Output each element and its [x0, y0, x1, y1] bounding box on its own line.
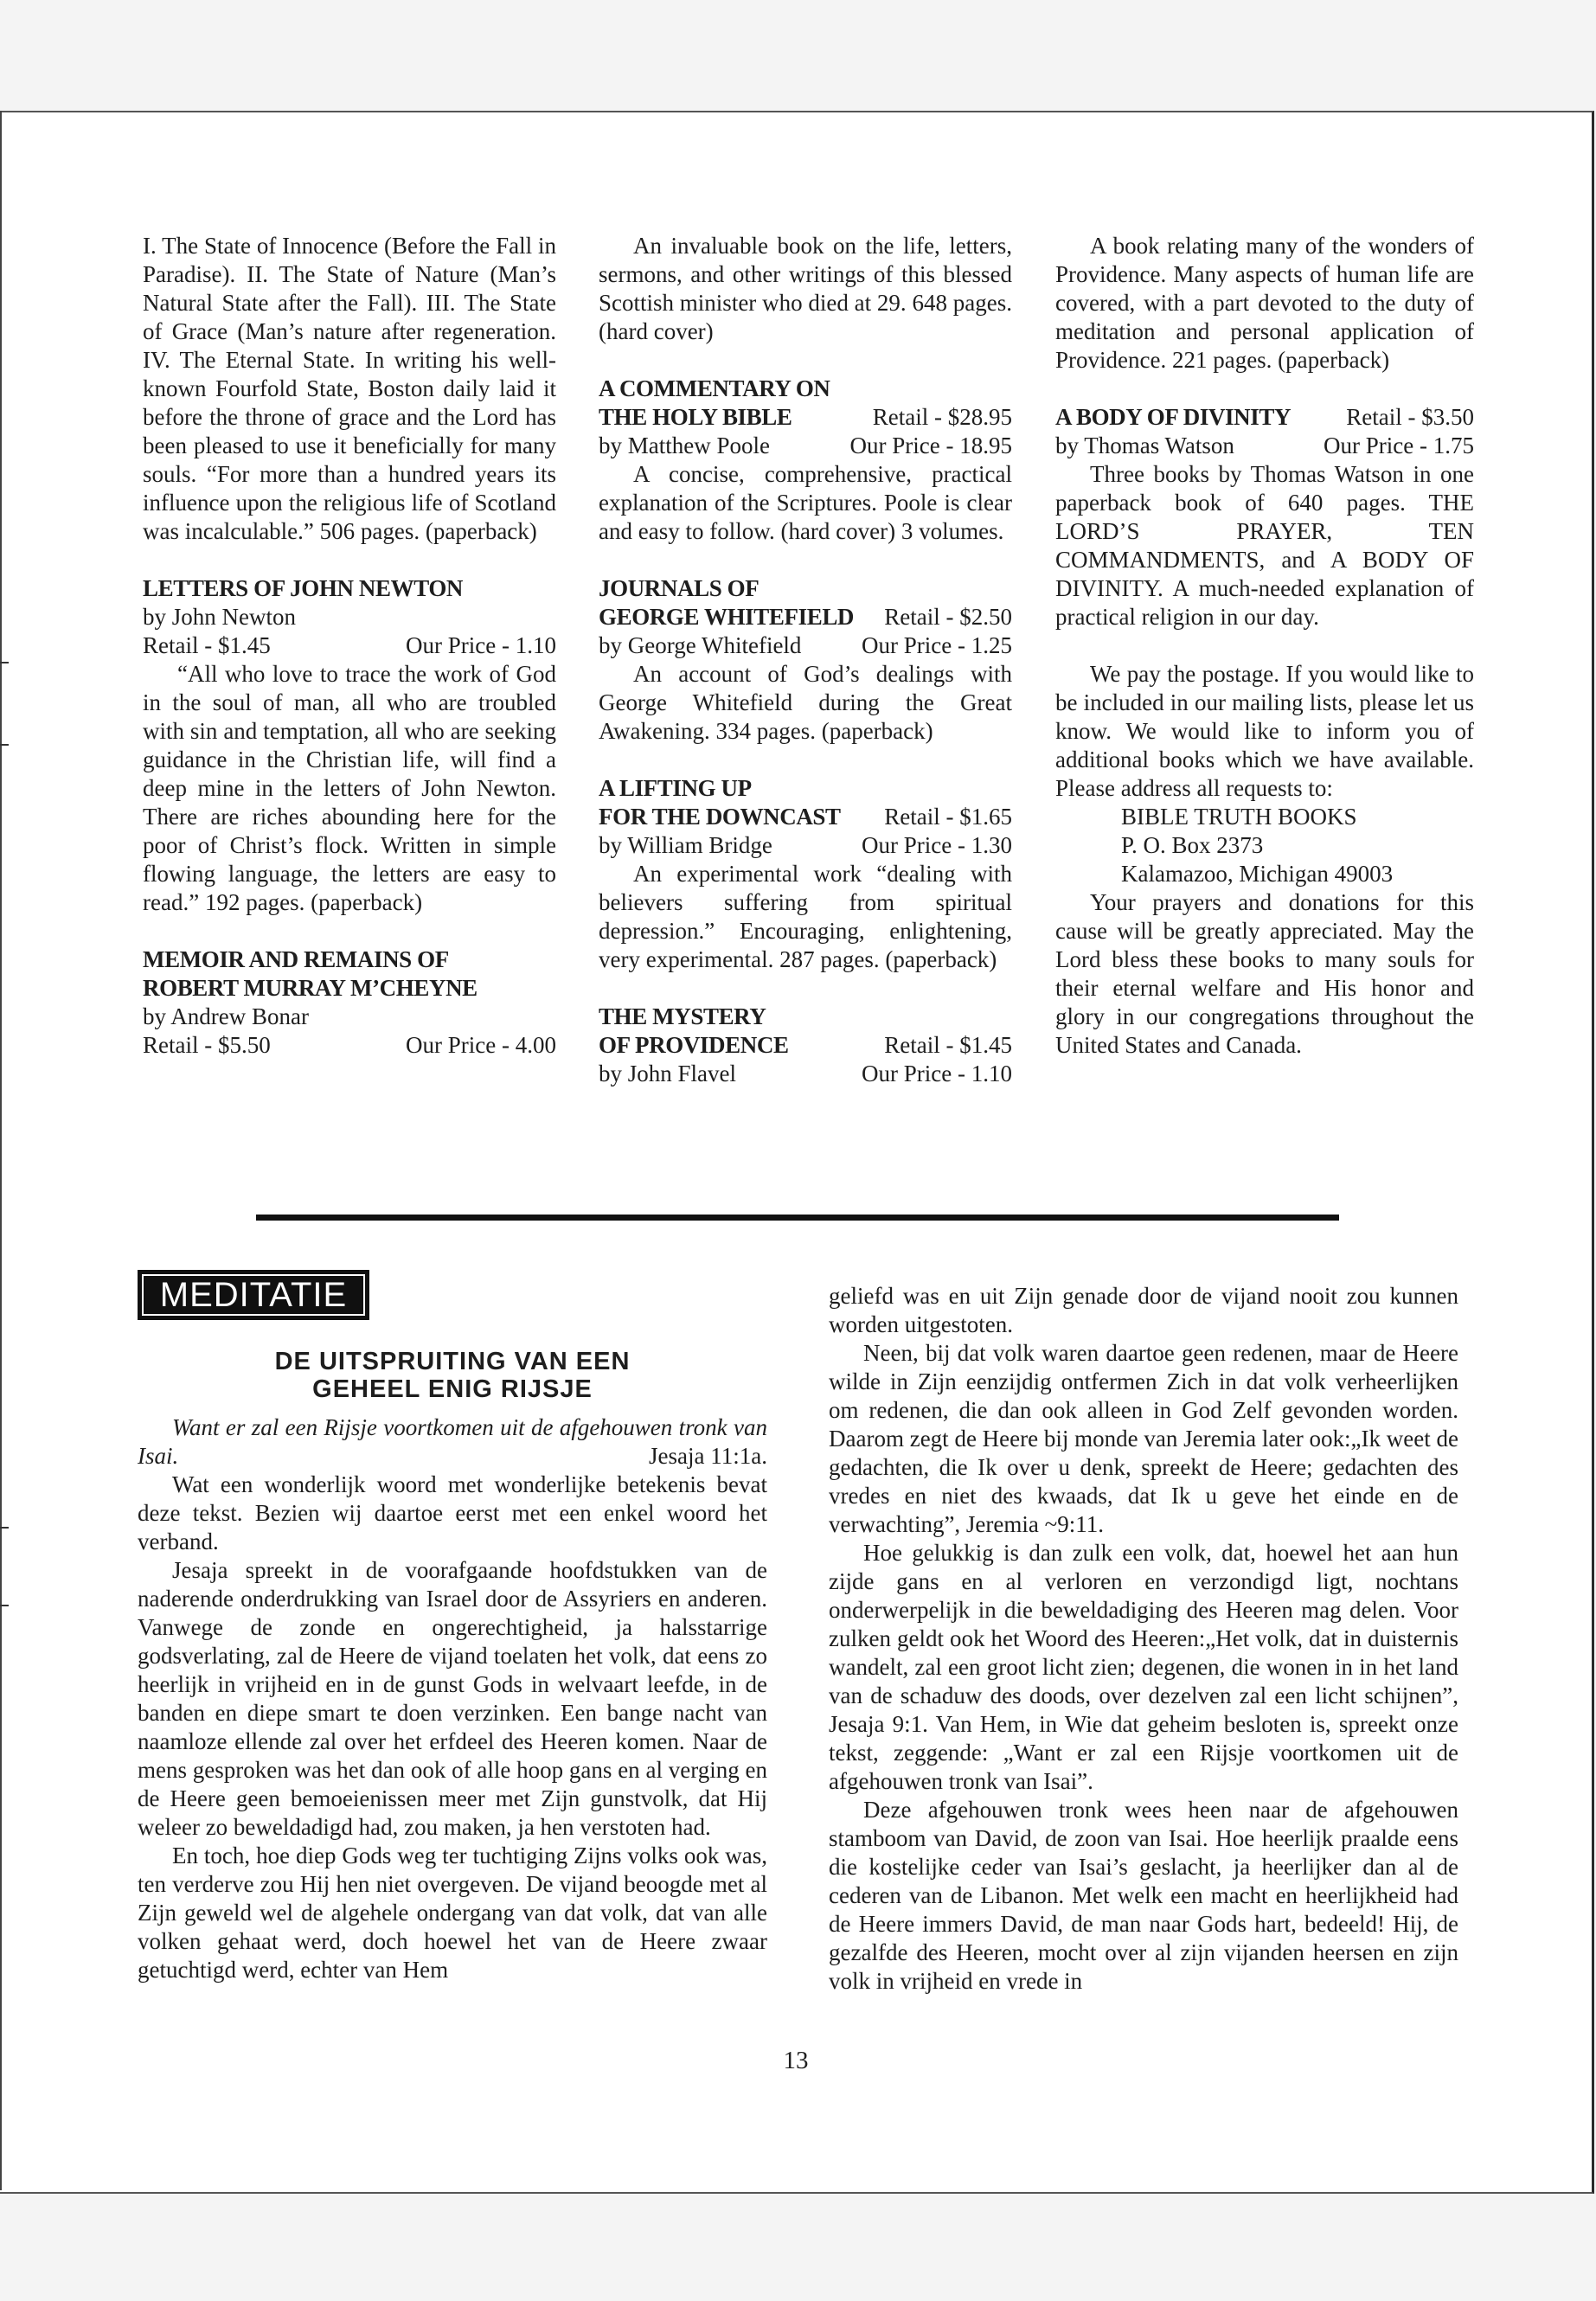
- retail-price: Retail - $5.50: [143, 1032, 271, 1058]
- book-description: An account of God’s dealings with George Whitefield during the Great Awakening. 334 pages. (paperback): [599, 661, 1012, 744]
- book-title: A COMMENTARY ON: [599, 375, 830, 401]
- our-price: Our Price - 18.95: [849, 433, 1012, 458]
- price-row: [143, 631, 556, 660]
- author-price-row: [1055, 432, 1474, 460]
- mailing-address: [1055, 803, 1474, 888]
- author-price-row: [599, 631, 1012, 660]
- our-price: Our Price - 1.10: [406, 632, 556, 658]
- price-row: [143, 1031, 556, 1060]
- book-author: by Matthew Poole: [599, 433, 770, 458]
- column-1: [143, 232, 556, 1060]
- closing-note: Your prayers and donations for this cause will be greatly appreciated. May the Lord bless these books to many souls for their eternal welfare and His honor and glory in our congregations throughout the United States and Canada.: [1055, 889, 1474, 1058]
- column-3: [1055, 232, 1474, 1060]
- title-price-row: [599, 603, 1012, 631]
- verse-reference: Jesaja 11:1a.: [649, 1443, 767, 1469]
- page-number: 13: [783, 2047, 809, 2074]
- our-price: Our Price - 1.30: [862, 832, 1012, 858]
- book-description: A concise, comprehensive, practical explanation of the Scriptures. Poole is clear and easy to follow. (hard cover) 3 volumes.: [599, 461, 1012, 544]
- mcheyne-description: An invaluable book on the life, letters, sermons, and other writings of this blessed Scottish minister who died at 29. 648 pages. (hard cover): [599, 233, 1012, 344]
- edge-mark: [0, 1605, 9, 1606]
- retail-price: Retail - $1.65: [884, 804, 1012, 830]
- retail-price: Retail - $28.95: [872, 404, 1012, 430]
- book-title: THE HOLY BIBLE: [599, 404, 792, 430]
- book-entry-flavel: [599, 1003, 1012, 1088]
- paragraph: Neen, bij dat volk waren daartoe geen redenen, maar de Heere wilde in Zijn eenzijdig ontfermen Zich in dat volk verheerlijken om redenen, die dan ook alleen in God Zelf gevonden worden. Daarom zegt de Heere bij monde van Jeremia later ook:„Ik weet de gedachten, die Ik over u denk, spreekt de Heere; gedachten des vredes en niet des kwaads, dat Ik u geve het einde en de verwachting”, Jeremia ~9:11.: [829, 1340, 1458, 1537]
- our-price: Our Price - 4.00: [406, 1032, 556, 1058]
- paragraph: En toch, hoe diep Gods weg ter tuchtiging Zijns volks ook was, ten verderve zou Hij hen niet overgeven. De vijand beoogde met al Zijn geweld wel de algehele ondergang van dat volk, dat van alle volken gehaat werd, doch hoewel het van de Heere zwaar getuchtigd werd, echter van Hem: [138, 1843, 767, 1983]
- meditatie-banner: MEDITATIE: [138, 1270, 369, 1320]
- address-line: P. O. Box 2373: [1121, 832, 1264, 858]
- title-line: DE UITSPRUITING VAN EEN: [274, 1348, 631, 1375]
- scripture-verse: [138, 1413, 767, 1471]
- address-line: BIBLE TRUTH BOOKS: [1121, 804, 1357, 830]
- retail-price: Retail - $3.50: [1346, 404, 1474, 430]
- paragraph: Deze afgehouwen tronk wees heen naar de afgehouwen stamboom van David, de zoon van Isai. Hoe heerlijk praalde eens die kostelijke ceder van Isai’s geslacht, ja heerlijker dan al de cederen van de Libanon. Met welk een macht en heerlijkheid had de Heere immers David, de man naar Gods hart, bedeeld! Hij, de gezalfde des Heeren, mocht over al zijn vijanden heersen en zijn volk in vrijheid en vrede in: [829, 1797, 1458, 1994]
- our-price: Our Price - 1.75: [1324, 433, 1474, 458]
- author-price-row: [599, 831, 1012, 860]
- edge-mark: [0, 744, 9, 746]
- book-title: ROBERT MURRAY M’CHEYNE: [143, 975, 478, 1001]
- book-author: by Thomas Watson: [1055, 433, 1234, 458]
- book-author: by George Whitefield: [599, 632, 802, 658]
- book-author: by John Newton: [143, 604, 296, 630]
- book-author: by William Bridge: [599, 832, 772, 858]
- title-price-row: [1055, 403, 1474, 432]
- book-title: THE MYSTERY: [599, 1003, 766, 1029]
- book-title: GEORGE WHITEFIELD: [599, 604, 855, 630]
- retail-price: Retail - $1.45: [143, 632, 271, 658]
- column-2: [599, 232, 1012, 1088]
- book-entry-newton: [143, 574, 556, 917]
- book-description: Three books by Thomas Watson in one paperback book of 640 pages. THE LORD’S PRAYER, TEN COMMANDMENTS, and A BODY OF DIVINITY. A much-needed explanation of practical religion in our day.: [1055, 461, 1474, 630]
- section-divider: [256, 1215, 1339, 1221]
- book-title: OF PROVIDENCE: [599, 1032, 789, 1058]
- book-entry-watson: [1055, 403, 1474, 631]
- paragraph: geliefd was en uit Zijn genade door de vijand nooit zou kunnen worden uitgestoten.: [829, 1283, 1458, 1337]
- book-description: An experimental work “dealing with believers suffering from spiritual depression.” Encouraging, enlightening, very experimental. 287 pages. (paperback): [599, 861, 1012, 972]
- our-price: Our Price - 1.10: [862, 1061, 1012, 1086]
- book-entry-mcheyne: [143, 945, 556, 1060]
- title-price-row: [599, 1031, 1012, 1060]
- book-title: FOR THE DOWNCAST: [599, 804, 841, 830]
- book-title: JOURNALS OF: [599, 575, 760, 601]
- meditation-right-column: [829, 1282, 1458, 1996]
- paragraph: Wat een wonderlijk woord met wonderlijke betekenis bevat deze tekst. Bezien wij daartoe eerst met een enkel woord het verband.: [138, 1471, 767, 1554]
- edge-mark: [0, 1527, 9, 1529]
- edge-mark: [0, 662, 9, 663]
- book-title: A BODY OF DIVINITY: [1055, 404, 1292, 430]
- page-edge: [0, 111, 2, 2190]
- book-entry-whitefield: [599, 574, 1012, 746]
- postage-notice: We pay the postage. If you would like to be included in our mailing lists, please let us know. We would like to inform you of additional books which we have available. Please address all requests to:: [1055, 661, 1474, 801]
- paragraph: Hoe gelukkig is dan zulk een volk, dat, hoewel het aan hun zijde gans en al verloren en verzondigd ligt, nochtans onderwerpelijk in die beweldadiging des Heeren mag delen. Voor zulken geldt ook het Woord des Heeren:„Het volk, dat in duisternis wandelt, zal een groot licht zien; degenen, die wonen in in het land van de schaduw des doods, over dezelven zal een licht schijnen”, Jesaja 9:1. Van Hem, in Wie dat geheim besloten is, spreekt onze tekst, zeggende: „Want er zal een Rijsje voortkomen uit de afgehouwen tronk van Isai”.: [829, 1540, 1458, 1794]
- our-price: Our Price - 1.25: [862, 632, 1012, 658]
- book-author: by John Flavel: [599, 1061, 736, 1086]
- address-line: Kalamazoo, Michigan 49003: [1121, 861, 1394, 887]
- fourfold-state-description: I. The State of Innocence (Before the Fall in Paradise). II. The State of Nature (Man’s Natural State after the Fall). III. The State of Grace (Man’s nature after regeneration. IV. The Eternal State. In writing his well-known Fourfold State, Boston daily laid it before the throne of grace and the Lord has been pleased to use it beneficially for many souls. “For more than a hundred years its influence upon the religious life of Scotland was incalculable.” 506 pages. (paperback): [143, 233, 556, 544]
- book-author: by Andrew Bonar: [143, 1003, 309, 1029]
- book-title: MEMOIR AND REMAINS OF: [143, 946, 449, 972]
- retail-price: Retail - $2.50: [884, 604, 1012, 630]
- book-description: “All who love to trace the work of God in the soul of man, all who are troubled with sin and temptation, all who are seeking guidance in the Christian life, will find a deep mine in the letters of John Newton. There are riches abounding here for the poor of Christ’s flock. Written in simple flowing language, the letters are easy to read.” 192 pages. (paperback): [143, 661, 556, 915]
- book-title: LETTERS OF JOHN NEWTON: [143, 575, 464, 601]
- title-line: GEHEEL ENIG RIJSJE: [312, 1375, 593, 1403]
- paragraph: Jesaja spreekt in de voorafgaande hoofdstukken van de naderende onderdrukking van Israel door de Assyriers en anderen. Vanwege de zonde en ongerechtigheid, ja halsstarrige godsverlating, zal de Heere de vijand toelaten het volk, dat eens zo heerlijk in vrijheid en in de gunst Gods in welvaart leefde, in de banden en diepe smart te doen verzinken. Een bange nacht van naamloze ellende zal over het erfdeel des Heeren komen. Naar de mens gesproken was het dan ook of alle hoop gans en al verging en de Heere geen bemoeienissen meer met Zijn gunstvolk, dat Hij weleer zo beweldadigd had, zou maken, ja hen verstoten had.: [138, 1557, 767, 1840]
- retail-price: Retail - $1.45: [884, 1032, 1012, 1058]
- title-price-row: [599, 803, 1012, 831]
- book-entry-bridge: [599, 774, 1012, 974]
- author-price-row: [599, 1060, 1012, 1088]
- verse-text: Want er zal een Rijsje voortkomen uit de afgehouwen tronk van Isai.: [138, 1414, 767, 1469]
- meditation-title: [138, 1348, 767, 1403]
- book-entry-poole: [599, 375, 1012, 546]
- title-price-row: [599, 403, 1012, 432]
- flavel-description: A book relating many of the wonders of Providence. Many aspects of human life are covered, with a part devoted to the duty of meditation and personal application of Providence. 221 pages. (paperback): [1055, 233, 1474, 373]
- author-price-row: [599, 432, 1012, 460]
- book-title: A LIFTING UP: [599, 775, 752, 801]
- meditation-left-column: [138, 1413, 767, 1984]
